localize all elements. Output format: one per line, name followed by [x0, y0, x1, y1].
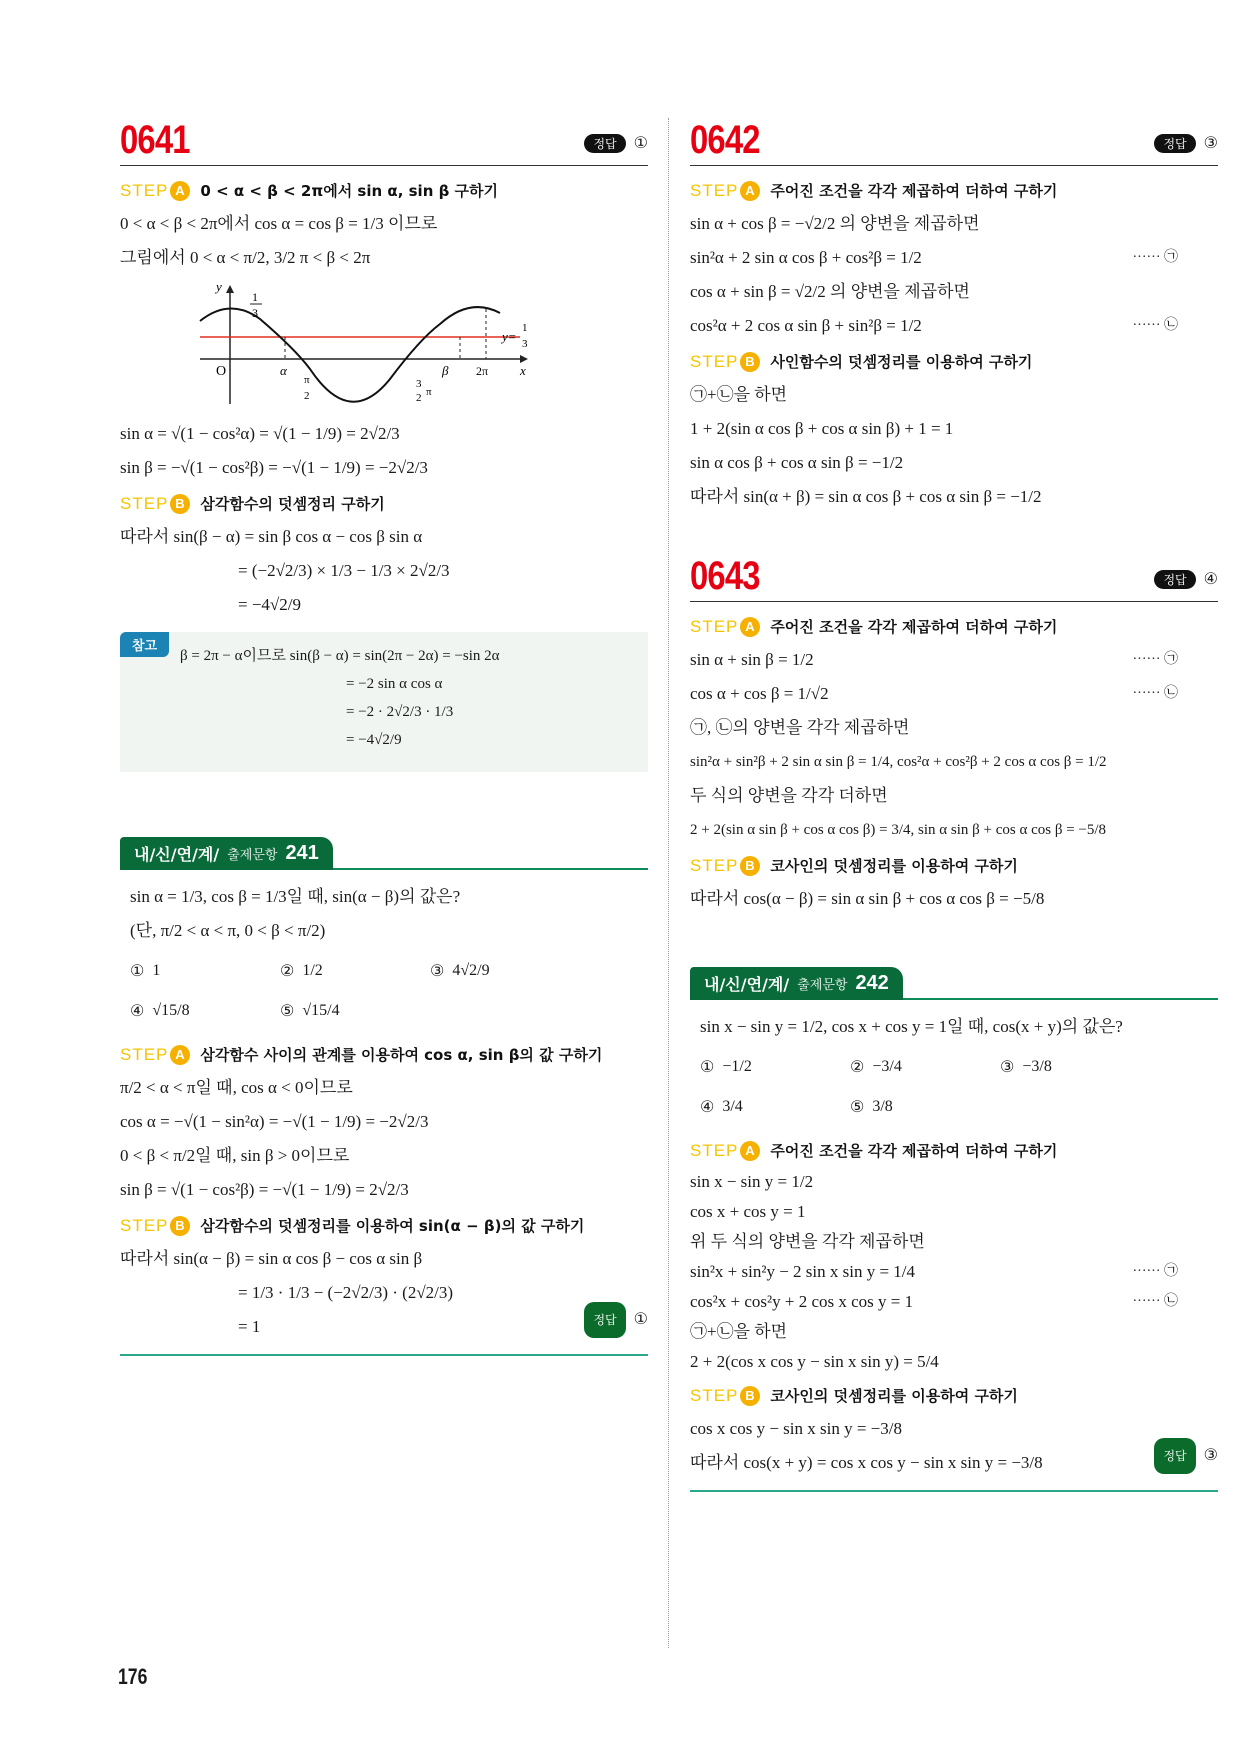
solution-line: 따라서 sin(β − α) = sin β cos α − cos β sin α	[120, 527, 423, 546]
solution-line: sin α + sin β = 1/2 ······ ㉠	[690, 650, 1178, 669]
step-circle-icon: A	[740, 181, 760, 201]
solution-line: sin α = √(1 − cos²α) = √(1 − 1/9) = 2√2/3	[120, 424, 400, 443]
solution-line: 그림에서 0 < α < π/2, 3/2 π < β < 2π	[120, 248, 371, 267]
step-a	[690, 180, 1218, 201]
solution-line: 따라서 sin(α + β) = sin α cos β + cos α sin β = −1/2	[690, 487, 1042, 506]
answer-indicator	[1154, 1438, 1218, 1474]
reference-note	[120, 632, 648, 772]
solution-line: cos x cos y − sin x sin y = −3/8	[690, 1419, 902, 1438]
step-circle-icon: A	[740, 617, 760, 637]
answer-badge: 정답	[1154, 570, 1195, 589]
step-title: 코사인의 덧셈정리를 이용하여 구하기	[770, 1387, 1018, 1405]
svg-text:2π: 2π	[476, 364, 489, 378]
choice-1[interactable]: ① 1	[130, 962, 161, 980]
step-label: STEP A	[690, 617, 760, 637]
svg-text:y=: y=	[502, 329, 517, 344]
solution-line: = (−2√2/3) × 1/3 − 1/3 × 2√2/3	[238, 561, 450, 580]
solution-line: = 1 정답 ①	[120, 1310, 648, 1344]
step-circle-icon: A	[170, 1045, 190, 1065]
svg-text:3: 3	[522, 338, 528, 350]
solution-line: cos α + sin β = √2/2 의 양변을 제곱하면	[690, 282, 970, 301]
step-circle-icon: B	[740, 1386, 760, 1406]
related-problem-header-242	[690, 966, 1218, 1000]
solution-line: 2 + 2(sin α sin β + cos α cos β) = 3/4, sin α sin β + cos α cos β = −5/8	[690, 822, 1107, 838]
step-label: STEP B	[690, 352, 760, 372]
step-label: STEP B	[120, 494, 190, 514]
step-label: STEP A	[690, 181, 760, 201]
related-tag: 내/신/연/계/ 출제문항 242	[690, 967, 903, 1000]
question-condition: (단, π/2 < α < π, 0 < β < π/2)	[130, 921, 326, 940]
solution-line: sin β = √(1 − cos²β) = −√(1 − 1/9) = 2√2/3	[120, 1180, 409, 1199]
answer-value: ④	[1203, 571, 1218, 588]
answer-badge: 정답	[1154, 134, 1195, 153]
svg-text:1: 1	[252, 290, 258, 304]
solution-line: sin²α + sin²β + 2 sin α sin β = 1/4, cos²α + cos²β + 2 cos α cos β = 1/2	[690, 754, 1107, 770]
step-title: 주어진 조건을 각각 제곱하여 더하여 구하기	[770, 618, 1058, 636]
solution-line: 따라서 cos(α − β) = sin α sin β + cos α cos β = −5/8	[690, 889, 1045, 908]
answer-badge: 정답	[1154, 1438, 1195, 1474]
section-end-rule	[120, 1354, 648, 1356]
step-title: 주어진 조건을 각각 제곱하여 더하여 구하기	[770, 1142, 1058, 1160]
solution-line: 0 < β < π/2일 때, sin β > 0이므로	[120, 1146, 350, 1165]
solution-line: cos α = −√(1 − sin²α) = −√(1 − 1/9) = −2√2/3	[120, 1112, 429, 1131]
svg-text:1: 1	[522, 322, 528, 334]
note-line: = −4√2/9	[346, 732, 402, 748]
solution-line: 위 두 식의 양변을 각각 제곱하면	[690, 1232, 925, 1251]
question-text: sin x − sin y = 1/2, cos x + cos y = 1일 때, cos(x + y)의 값은?	[700, 1017, 1123, 1036]
solution-line: ㉠+㉡을 하면	[690, 1322, 788, 1341]
choice-list	[120, 952, 648, 1030]
svg-text:π: π	[426, 386, 432, 398]
choice-4[interactable]: ④ √15/8	[130, 1002, 190, 1020]
problem-number: 0642	[690, 118, 760, 162]
answer-indicator	[584, 1302, 648, 1338]
choice-3[interactable]: ③ 4√2/9	[430, 962, 490, 980]
right-column	[690, 118, 1218, 1492]
note-tag: 참고	[120, 632, 169, 657]
solution-line: π/2 < α < π일 때, cos α < 0이므로	[120, 1078, 353, 1097]
step-b	[690, 1385, 1218, 1406]
page-number: 176	[118, 1664, 148, 1689]
related-problem-header-241	[120, 836, 648, 870]
column-divider	[668, 118, 669, 1648]
problem-header-0643	[690, 554, 1218, 602]
problem-header-0642	[690, 118, 1218, 166]
choice-5[interactable]: ⑤ 3/8	[850, 1098, 893, 1116]
step-circle-icon: B	[740, 352, 760, 372]
solution-line: ㉠+㉡을 하면	[690, 385, 788, 404]
step-a	[690, 616, 1218, 637]
choice-5[interactable]: ⑤ √15/4	[280, 1002, 340, 1020]
solution-line: 0 < α < β < 2π에서 cos α = cos β = 1/3 이므로	[120, 214, 438, 233]
choice-4[interactable]: ④ 3/4	[700, 1098, 743, 1116]
axis-label-y: y	[216, 279, 222, 294]
step-circle-icon: B	[740, 856, 760, 876]
solution-line: cos²α + 2 cos α sin β + sin²β = 1/2 ······ ㉡	[690, 316, 1178, 335]
choice-1[interactable]: ① −1/2	[700, 1058, 752, 1076]
choice-3[interactable]: ③ −3/8	[1000, 1058, 1052, 1076]
problem-header-0641	[120, 118, 648, 166]
solution-line: = −4√2/9	[238, 595, 301, 614]
note-line: = −2 · 2√2/3 · 1/3	[346, 704, 454, 720]
section-end-rule	[690, 1490, 1218, 1492]
step-title: 삼각함수의 덧셈정리 구하기	[200, 495, 385, 513]
solution-line: sin α + cos β = −√2/2 의 양변을 제곱하면	[690, 214, 980, 233]
choice-2[interactable]: ② 1/2	[280, 962, 323, 980]
solution-line: cos x + cos y = 1	[690, 1202, 806, 1221]
solution-line: sin²x + sin²y − 2 sin x sin y = 1/4 ······ ㉠	[690, 1262, 1178, 1281]
question-text: sin α = 1/3, cos β = 1/3일 때, sin(α − β)의 값은?	[130, 887, 461, 906]
step-circle-icon: A	[170, 181, 190, 201]
left-column	[120, 118, 648, 1356]
step-title: 삼각함수 사이의 관계를 이용하여 cos α, sin β의 값 구하기	[200, 1046, 603, 1064]
answer-indicator	[584, 133, 648, 153]
solution-line: sin α cos β + cos α sin β = −1/2	[690, 453, 904, 472]
step-label: STEP A	[120, 181, 190, 201]
solution-line: 1 + 2(sin α cos β + cos α sin β) + 1 = 1	[690, 419, 954, 438]
svg-text:3: 3	[252, 306, 258, 320]
solution-line: ㉠, ㉡의 양변을 각각 제곱하면	[690, 718, 910, 737]
step-title: 사인함수의 덧셈정리를 이용하여 구하기	[770, 353, 1033, 371]
step-a	[120, 180, 648, 201]
problem-number: 0643	[690, 554, 760, 598]
step-title: 주어진 조건을 각각 제곱하여 더하여 구하기	[770, 182, 1058, 200]
step-label: STEP B	[120, 1216, 190, 1236]
answer-badge: 정답	[584, 1302, 625, 1338]
solution-line: = 1/3 · 1/3 − (−2√2/3) · (2√2/3)	[238, 1283, 454, 1302]
solution-line: sin β = −√(1 − cos²β) = −√(1 − 1/9) = −2√2/3	[120, 458, 428, 477]
step-b	[120, 1215, 648, 1236]
svg-text:π: π	[304, 374, 310, 386]
solution-line: sin x − sin y = 1/2	[690, 1172, 814, 1191]
answer-value: ③	[1203, 135, 1218, 152]
svg-text:2: 2	[416, 392, 422, 404]
answer-value: ③	[1203, 1447, 1218, 1464]
step-label: STEP A	[120, 1045, 190, 1065]
solution-line: 따라서 cos(x + y) = cos x cos y − sin x sin y = −3/8 정답 ③	[690, 1446, 1218, 1480]
solution-line: cos²x + cos²y + 2 cos x cos y = 1 ······ ㉡	[690, 1292, 1178, 1311]
step-circle-icon: B	[170, 494, 190, 514]
solution-line: 두 식의 양변을 각각 더하면	[690, 786, 888, 805]
note-line: β = 2π − α이므로 sin(β − α) = sin(2π − 2α) = −sin 2α	[180, 648, 500, 664]
step-label: STEP A	[690, 1141, 760, 1161]
svg-text:3: 3	[416, 378, 422, 390]
step-circle-icon: B	[170, 1216, 190, 1236]
answer-badge: 정답	[584, 134, 625, 153]
step-title: 코사인의 덧셈정리를 이용하여 구하기	[770, 857, 1018, 875]
svg-text:O: O	[216, 364, 227, 379]
svg-text:β: β	[442, 363, 449, 378]
cosine-graph	[180, 279, 648, 409]
svg-text:x: x	[520, 363, 526, 378]
note-line: = −2 sin α cos α	[346, 676, 443, 692]
svg-text:2: 2	[304, 390, 310, 402]
related-tag: 내/신/연/계/ 출제문항 241	[120, 837, 333, 870]
answer-indicator	[1154, 133, 1218, 153]
choice-2[interactable]: ② −3/4	[850, 1058, 902, 1076]
answer-value: ①	[633, 1311, 648, 1328]
step-title: 삼각함수의 덧셈정리를 이용하여 sin(α − β)의 값 구하기	[200, 1217, 585, 1235]
svg-text:α: α	[280, 363, 287, 378]
step-a	[690, 1140, 1218, 1161]
step-b	[690, 855, 1218, 876]
step-label: STEP B	[690, 856, 760, 876]
step-title: 0 < α < β < 2π에서 sin α, sin β 구하기	[200, 182, 499, 200]
problem-number: 0641	[120, 118, 190, 162]
step-a	[120, 1044, 648, 1065]
step-b	[690, 351, 1218, 372]
solution-line: 2 + 2(cos x cos y − sin x sin y) = 5/4	[690, 1352, 939, 1371]
step-b	[120, 493, 648, 514]
solution-line: cos α + cos β = 1/√2 ······ ㉡	[690, 684, 1178, 703]
choice-list	[690, 1048, 1218, 1126]
answer-indicator	[1154, 569, 1218, 589]
step-label: STEP B	[690, 1386, 760, 1406]
step-circle-icon: A	[740, 1141, 760, 1161]
solution-line: 따라서 sin(α − β) = sin α cos β − cos α sin β	[120, 1249, 423, 1268]
answer-value: ①	[633, 135, 648, 152]
solution-line: sin²α + 2 sin α cos β + cos²β = 1/2 ······ ㉠	[690, 248, 1178, 267]
